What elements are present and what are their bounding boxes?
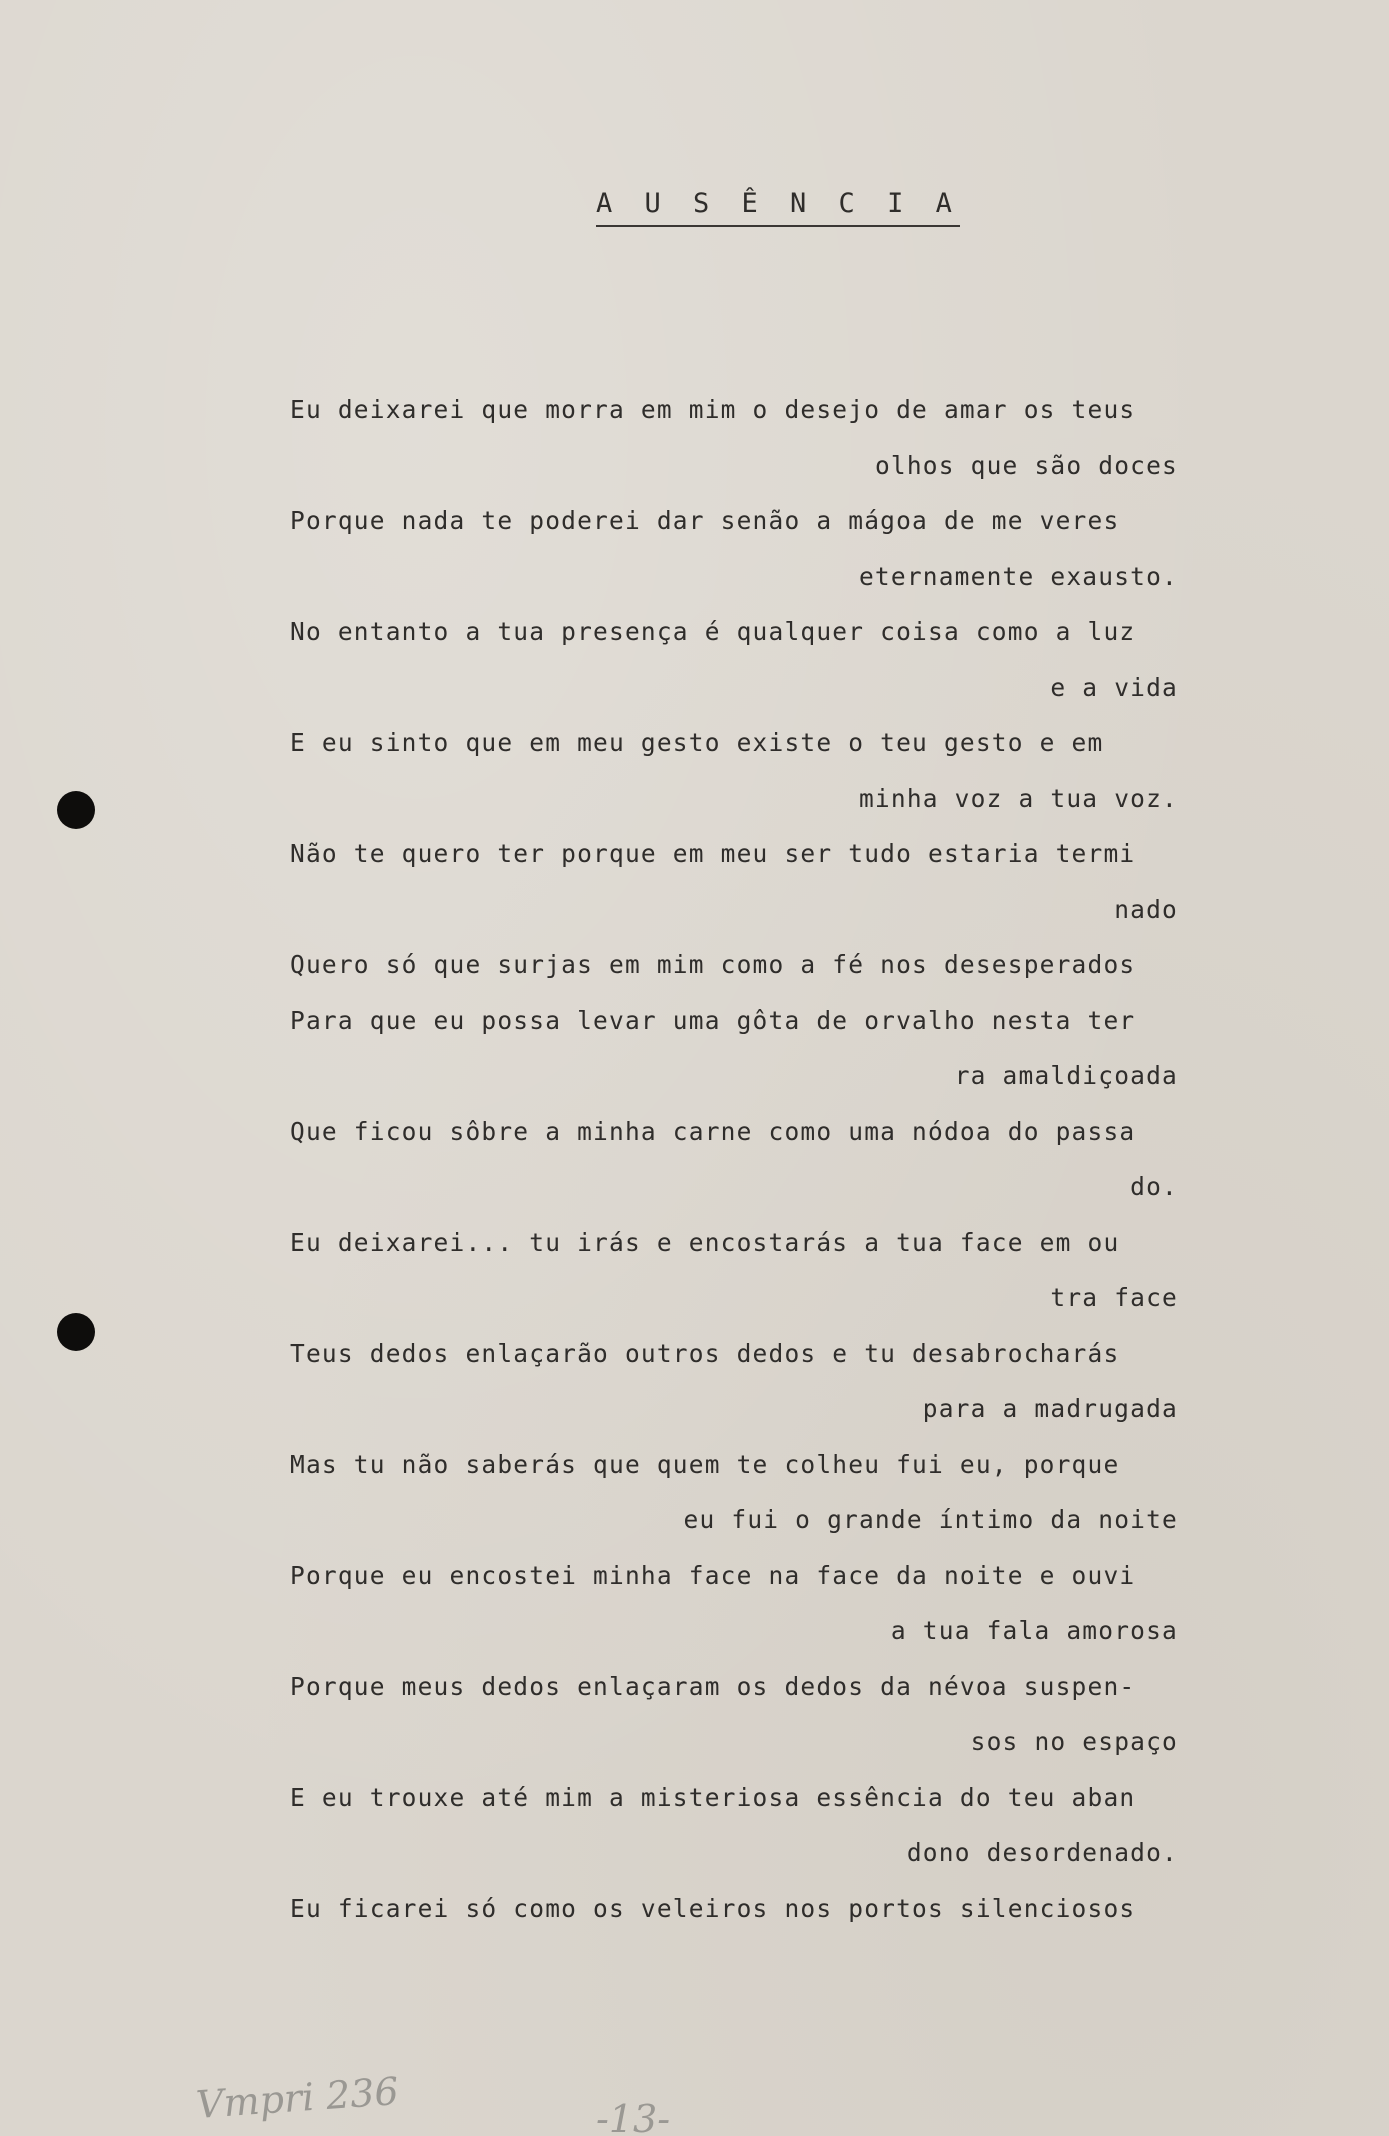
poem-line-continuation: sos no espaço: [970, 1727, 1178, 1756]
poem-line: Porque nada te poderei dar senão a mágoa de me veres: [290, 506, 1120, 535]
punch-hole: [57, 1313, 95, 1351]
poem-line-continuation: do.: [1130, 1172, 1178, 1201]
poem-line: Teus dedos enlaçarão outros dedos e tu desabrocharás: [290, 1338, 1120, 1368]
poem-line-continuation: eternamente exausto.: [858, 561, 1178, 591]
poem-line: Mas tu não saberás que quem te colheu fui eu, porque: [290, 1449, 1120, 1479]
poem-line-continuation: minha voz a tua voz.: [858, 783, 1178, 813]
poem-line: E eu trouxe até mim a misteriosa essência do teu aban: [290, 1782, 1136, 1812]
poem-line-continuation: e a vida: [1050, 672, 1178, 702]
poem-line-continuation: nado: [1114, 894, 1178, 924]
poem-title: A U S Ê N C I A: [596, 188, 960, 227]
poem-body: [290, 382, 1178, 1936]
poem-line-continuation: ra amaldiçoada: [954, 1061, 1178, 1090]
poem-line-continuation: a tua fala amorosa: [890, 1616, 1178, 1645]
poem-line-continuation: eu fui o grande íntimo da noite: [683, 1505, 1178, 1534]
poem-line: No entanto a tua presença é qualquer coisa como a luz: [290, 617, 1136, 646]
poem-line: Para que eu possa levar uma gôta de orvalho nesta ter: [290, 1005, 1136, 1035]
poem-line-continuation: para a madrugada: [922, 1394, 1178, 1423]
poem-line: Porque meus dedos enlaçaram os dedos da névoa suspen-: [290, 1671, 1136, 1701]
poem-line-continuation: tra face: [1050, 1283, 1178, 1312]
poem-line-continuation: dono desordenado.: [906, 1838, 1178, 1867]
page-number: -13-: [596, 2097, 671, 2136]
poem-line: E eu sinto que em meu gesto existe o teu gesto e em: [290, 728, 1104, 757]
poem-line: Não te quero ter porque em meu ser tudo estaria termi: [290, 839, 1136, 868]
poem-line: Eu ficarei só como os veleiros nos portos silenciosos: [290, 1893, 1136, 1923]
poem-line: Eu deixarei... tu irás e encostarás a tua face em ou: [290, 1227, 1120, 1257]
poem-line-continuation: olhos que são doces: [874, 450, 1178, 480]
poem-line: Porque eu encostei minha face na face da noite e ouvi: [290, 1560, 1136, 1590]
poem-line: Eu deixarei que morra em mim o desejo de amar os teus: [290, 395, 1136, 424]
punch-hole: [57, 791, 95, 829]
poem-line: Que ficou sôbre a minha carne como uma nódoa do passa: [290, 1116, 1136, 1146]
poem-line: Quero só que surjas em mim como a fé nos desesperados: [290, 950, 1136, 979]
handwritten-note: Vmpri 236: [194, 2068, 401, 2128]
